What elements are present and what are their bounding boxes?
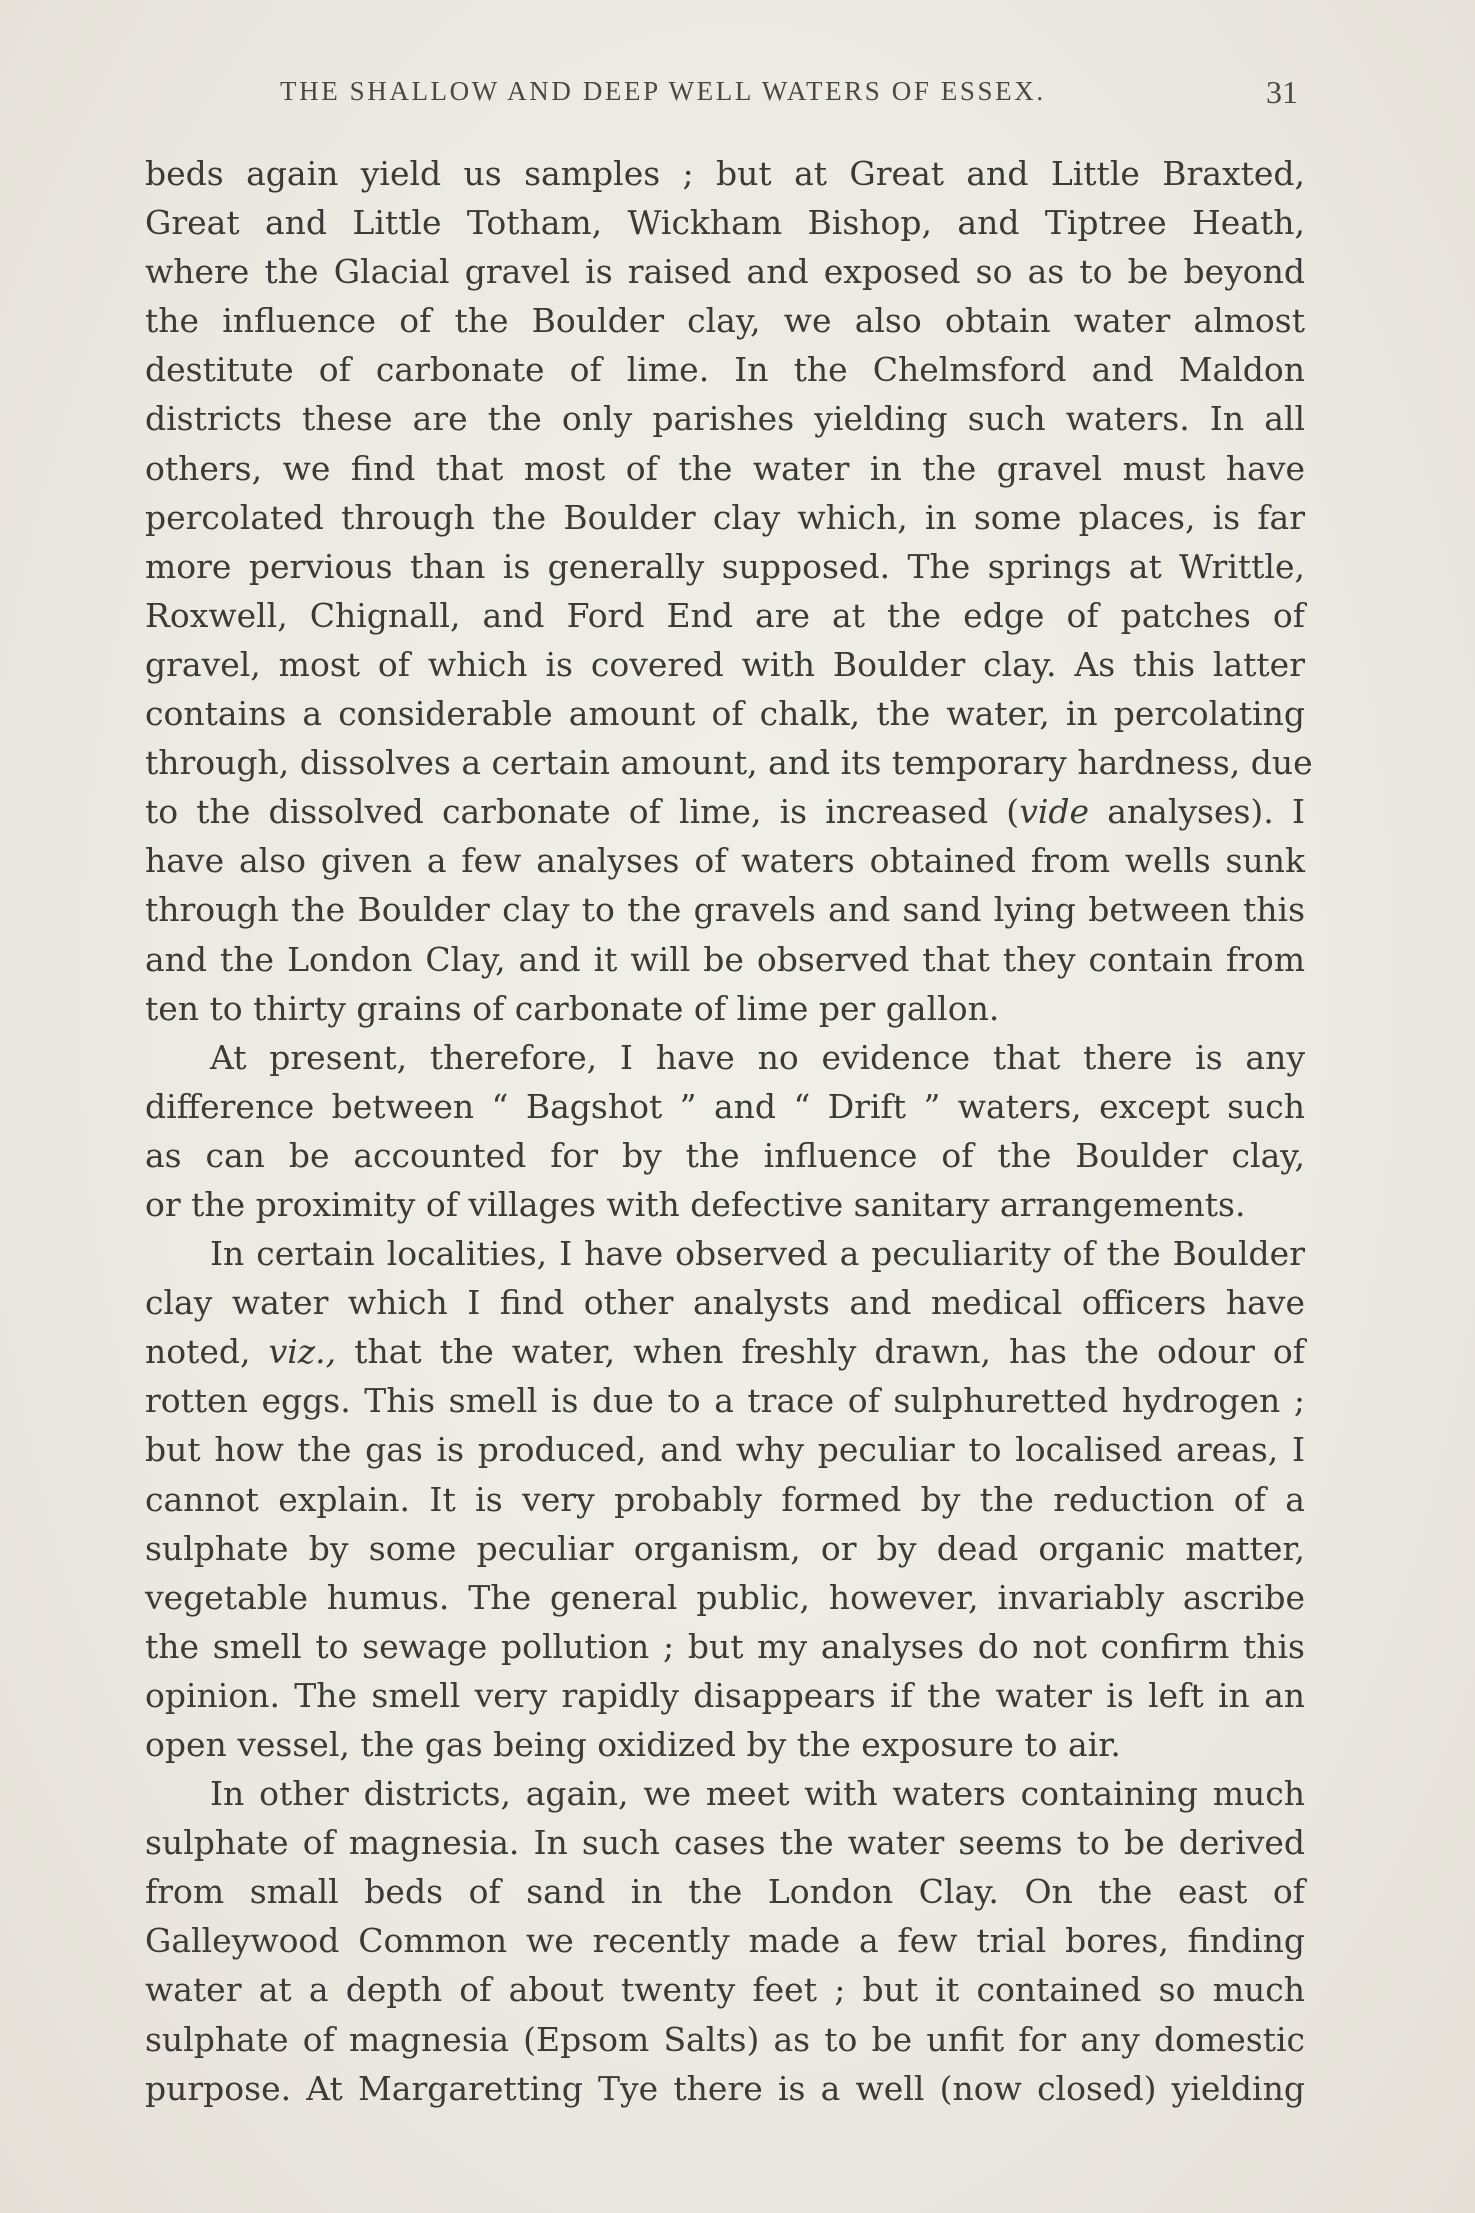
text-line: or the proximity of villages with defective sanitary arrangements. bbox=[145, 1184, 1246, 1224]
text-line: sulphate of magnesia. In such cases the water seems to be derived bbox=[145, 1823, 1305, 1863]
text-line: to the dissolved carbonate of lime, is increased (vide analyses). I bbox=[145, 792, 1305, 832]
text-line: At present, therefore, I have no evidence that there is any bbox=[210, 1037, 1305, 1077]
paragraph bbox=[145, 1769, 1305, 2113]
text-line: the smell to sewage pollution ; but my analyses do not confirm this bbox=[145, 1626, 1305, 1666]
text-line: purpose. At Margaretting Tye there is a well (now closed) yielding bbox=[145, 2068, 1305, 2108]
text-line: In other districts, again, we meet with waters containing much bbox=[210, 1774, 1305, 1814]
page-number: 31 bbox=[1266, 74, 1298, 110]
text-line: percolated through the Boulder clay which, in some places, is far bbox=[145, 497, 1305, 537]
text-line: Galleywood Common we recently made a few trial bores, finding bbox=[145, 1921, 1305, 1961]
text-line: contains a considerable amount of chalk, the water, in percolating bbox=[145, 694, 1305, 734]
text-line: Roxwell, Chignall, and Ford End are at the edge of patches of bbox=[145, 595, 1305, 635]
text-line: water at a depth of about twenty feet ; but it contained so much bbox=[145, 1970, 1305, 2010]
text-line: the influence of the Boulder clay, we also obtain water almost bbox=[145, 301, 1305, 341]
text-line: beds again yield us samples ; but at Great and Little Braxted, bbox=[145, 154, 1305, 193]
text-line: Great and Little Totham, Wickham Bishop, and Tiptree Heath, bbox=[145, 203, 1305, 243]
text-line: sulphate of magnesia (Epsom Salts) as to be unfit for any domestic bbox=[145, 2019, 1305, 2059]
text-line: sulphate by some peculiar organism, or by dead organic matter, bbox=[145, 1528, 1305, 1568]
text-line: ten to thirty grains of carbonate of lime per gallon. bbox=[145, 988, 1000, 1028]
text-line: have also given a few analyses of waters obtained from wells sunk bbox=[145, 841, 1305, 881]
paragraph bbox=[145, 1033, 1305, 1229]
running-title: THE SHALLOW AND DEEP WELL WATERS OF ESSEX. bbox=[280, 76, 1046, 106]
page-header bbox=[0, 76, 1475, 116]
text-line: rotten eggs. This smell is due to a trace of sulphuretted hydrogen ; bbox=[145, 1381, 1305, 1421]
text-line: through the Boulder clay to the gravels and sand lying between this bbox=[145, 890, 1305, 930]
text-line: clay water which I find other analysts and medical officers have bbox=[145, 1283, 1305, 1323]
body-text bbox=[145, 149, 1313, 2113]
text-line: as can be accounted for by the influence of the Boulder clay, bbox=[145, 1135, 1305, 1175]
text-line: from small beds of sand in the London Clay. On the east of bbox=[145, 1872, 1305, 1912]
paragraph bbox=[145, 149, 1313, 1033]
text-line: where the Glacial gravel is raised and exposed so as to be beyond bbox=[145, 252, 1305, 292]
text-line: and the London Clay, and it will be observed that they contain from bbox=[145, 939, 1305, 979]
text-line: but how the gas is produced, and why peculiar to localised areas, I bbox=[145, 1430, 1305, 1470]
text-line: difference between “ Bagshot ” and “ Drift ” waters, except such bbox=[145, 1086, 1305, 1126]
text-line: through, dissolves a certain amount, and its temporary hardness, due bbox=[145, 743, 1313, 783]
paragraph bbox=[145, 1229, 1305, 1769]
text-line: In certain localities, I have observed a peculiarity of the Boulder bbox=[210, 1234, 1305, 1274]
text-line: noted, viz., that the water, when freshly drawn, has the odour of bbox=[145, 1332, 1306, 1372]
text-line: vegetable humus. The general public, however, invariably ascribe bbox=[145, 1577, 1305, 1617]
text-line: cannot explain. It is very probably formed by the reduction of a bbox=[145, 1479, 1305, 1519]
text-line: gravel, most of which is covered with Boulder clay. As this latter bbox=[145, 644, 1305, 684]
text-line: opinion. The smell very rapidly disappears if the water is left in an bbox=[145, 1675, 1305, 1715]
text-line: open vessel, the gas being oxidized by the exposure to air. bbox=[145, 1725, 1121, 1764]
text-line: districts these are the only parishes yielding such waters. In all bbox=[145, 399, 1305, 439]
text-line: more pervious than is generally supposed. The springs at Writtle, bbox=[145, 546, 1305, 586]
text-line: others, we find that most of the water in the gravel must have bbox=[145, 448, 1305, 488]
text-line: destitute of carbonate of lime. In the Chelmsford and Maldon bbox=[145, 350, 1305, 390]
